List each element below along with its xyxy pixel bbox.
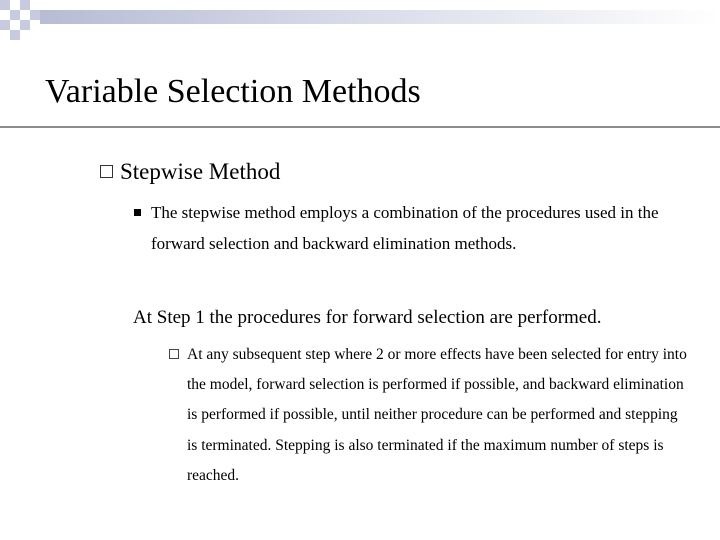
filled-square-bullet-icon	[134, 209, 141, 216]
bullet-level-3-text: At any subsequent step where 2 or more effects have been selected for entry into the model, forward selection is performed if possible, and backward elimination is performed if possible, until neither procedure can be performed and stepping is terminated. Stepping is also terminated if the maximum number of steps is reached.	[187, 346, 687, 484]
bullet-level-1-text: Stepwise Method	[120, 159, 281, 184]
decorative-gradient-band	[40, 10, 720, 24]
hollow-square-bullet-icon	[169, 349, 179, 359]
title-divider	[0, 126, 720, 128]
slide-title: Variable Selection Methods	[45, 73, 421, 110]
hollow-square-bullet-icon	[100, 165, 113, 178]
bullet-level-2-text: The stepwise method employs a combination of the procedures used in the forward selection and backward elimination methods.	[151, 203, 659, 253]
bullet-level-1	[100, 157, 280, 187]
step-1-text: At Step 1 the procedures for forward selection are performed.	[133, 307, 602, 328]
bullet-level-3	[169, 340, 689, 491]
bullet-level-2	[134, 198, 674, 259]
